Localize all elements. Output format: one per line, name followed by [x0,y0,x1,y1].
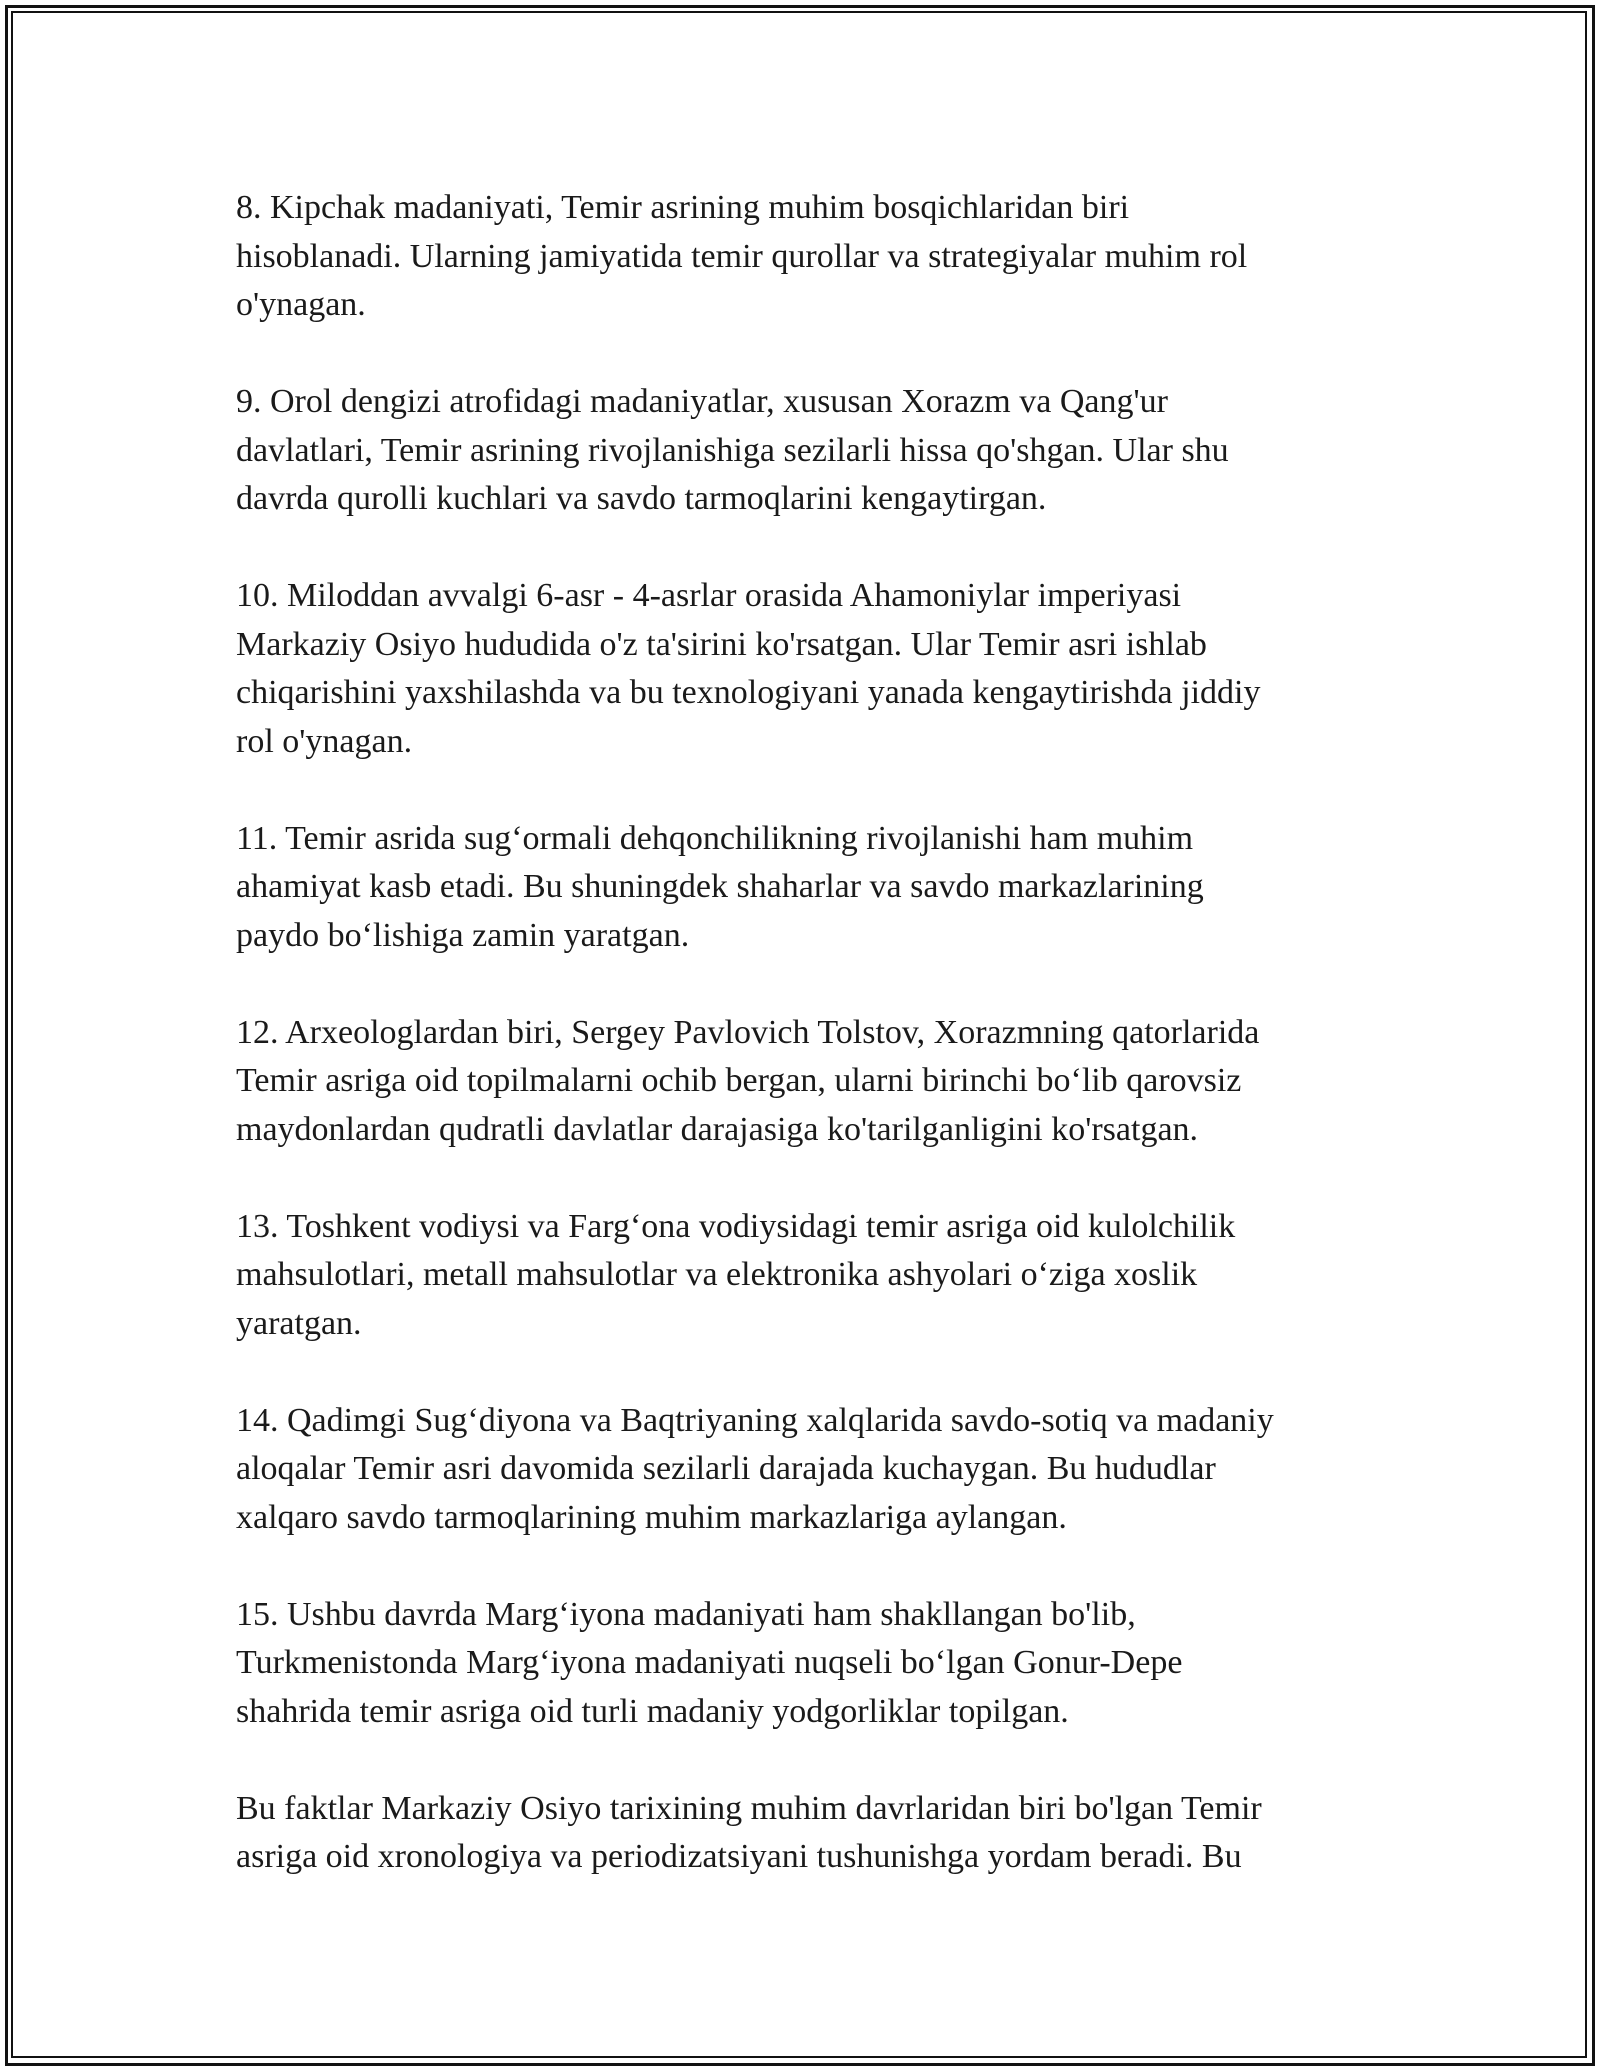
text-line: paydo bo‘lishiga zamin yaratgan. [236,916,690,954]
text-line: ahamiyat kasb etadi. Bu shuningdek shaharlar va savdo markazlarining [236,868,1204,905]
text-line: Turkmenistonda Marg‘iyona madaniyati nuqseli bo‘lgan Gonur-Depe [236,1644,1183,1681]
document-body [236,184,1376,1930]
text-line: maydonlardan qudratli davlatlar darajasiga ko'tarilganligini ko'rsatgan. [236,1110,1199,1148]
text-line: 15. Ushbu davrda Marg‘iyona madaniyati ham shakllangan bo'lib, [236,1595,1136,1633]
paragraph-11 [236,815,1376,961]
text-line: aloqalar Temir asri davomida sezilarli darajada kuchaygan. Bu hududlar [236,1450,1216,1487]
text-line: 11. Temir asrida sug‘ormali dehqonchilikning rivojlanishi ham muhim [236,819,1194,857]
text-line: Temir asriga oid topilmalarni ochib bergan, ularni birinchi bo‘lib qarovsiz [236,1062,1242,1099]
text-line: 14. Qadimgi Sug‘diyona va Baqtriyaning xalqlarida savdo-sotiq va madaniy [236,1401,1274,1439]
text-line: 12. Arxeologlardan biri, Sergey Pavlovich Tolstov, Xorazmning qatorlarida [236,1013,1260,1051]
paragraph-10 [236,572,1376,766]
paragraph-14 [236,1397,1376,1543]
text-line: 13. Toshkent vodiysi va Farg‘ona vodiysidagi temir asriga oid kulolchilik [236,1207,1236,1245]
text-line: xalqaro savdo tarmoqlarining muhim markazlariga aylangan. [236,1498,1067,1536]
paragraph-9 [236,378,1376,524]
paragraph-12 [236,1009,1376,1155]
text-line: rol o'ynagan. [236,722,413,760]
text-line: 8. Kipchak madaniyati, Temir asrining muhim bosqichlaridan biri [236,189,1130,226]
text-line: mahsulotlari, metall mahsulotlar va elektronika ashyolari o‘ziga xoslik [236,1256,1198,1293]
text-line: chiqarishini yaxshilashda va bu texnologiyani yanada kengaytirishda jiddiy [236,674,1261,711]
text-line: Markaziy Osiyo hududida o'z ta'sirini ko'rsatgan. Ular Temir asri ishlab [236,625,1207,663]
paragraph-conclusion [236,1785,1376,1882]
text-line: shahrida temir asriga oid turli madaniy yodgorliklar topilgan. [236,1692,1069,1730]
text-line: yaratgan. [236,1304,362,1342]
text-line: davlatlari, Temir asrining rivojlanishiga sezilarli hissa qo'shgan. Ular shu [236,431,1229,469]
text-line: Bu faktlar Markaziy Osiyo tarixining muhim davrlaridan biri bo'lgan Temir [236,1789,1262,1827]
paragraph-13 [236,1203,1376,1349]
paragraph-8 [236,184,1376,330]
text-line: 10. Miloddan avvalgi 6-asr - 4-asrlar orasida Ahamoniylar imperiyasi [236,577,1182,614]
text-line: o'ynagan. [236,286,366,323]
text-line: asriga oid xronologiya va periodizatsiyani tushunishga yordam beradi. Bu [236,1838,1242,1875]
text-line: 9. Orol dengizi atrofidagi madaniyatlar, xususan Xorazm va Qang'ur [236,383,1168,420]
text-line: hisoblanadi. Ularning jamiyatida temir qurollar va strategiyalar muhim rol [236,237,1248,275]
text-line: davrda qurolli kuchlari va savdo tarmoqlarini kengaytirgan. [236,480,1047,517]
paragraph-15 [236,1591,1376,1737]
